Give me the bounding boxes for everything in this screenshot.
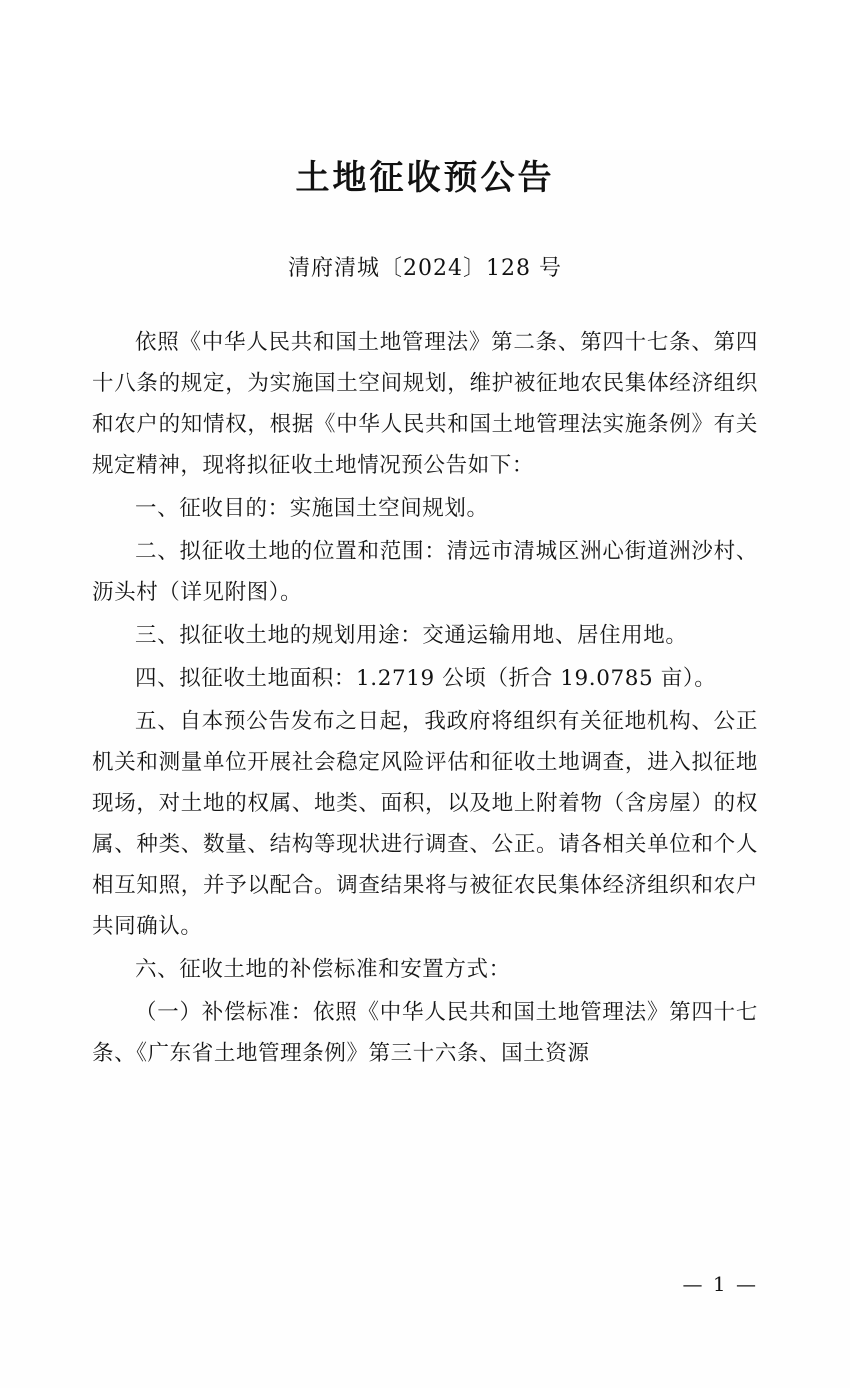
paragraph: 五、自本预公告发布之日起，我政府将组织有关征地机构、公正机关和测量单位开展社会稳定风险评估和征收土地调查，进入拟征地现场，对土地的权属、地类、面积，以及地上附着物（含房屋）的权属、种类、数量、结构等现状进行调查、公正。请各相关单位和个人相互知照，并予以配合。调查结果将与被征农民集体经济组织和农户共同确认。 <box>92 709 758 939</box>
paragraph: 二、拟征收土地的位置和范围：清远市清城区洲心街道洲沙村、沥头村（详见附图）。 <box>92 539 758 605</box>
paragraph: 一、征收目的：实施国土空间规划。 <box>135 496 489 521</box>
page-number: — 1 — <box>682 1272 758 1296</box>
paragraph: 三、拟征收土地的规划用途：交通运输用地、居住用地。 <box>135 623 688 648</box>
paragraph: 依照《中华人民共和国土地管理法》第二条、第四十七条、第四十八条的规定，为实施国土空间规划，维护被征地农民集体经济组织和农户的知情权，根据《中华人民共和国土地管理法实施条例》有关规定精神，现将拟征收土地情况预公告如下： <box>92 330 758 478</box>
document-page <box>0 150 850 1388</box>
page-title: 土地征收预公告 <box>295 158 555 198</box>
paragraph: 四、拟征收土地面积：1.2719 公顷（折合 19.0785 亩）。 <box>135 666 717 691</box>
paragraph: 六、征收土地的补偿标准和安置方式： <box>135 957 511 982</box>
document-number: 清府清城〔2024〕128 号 <box>288 256 562 281</box>
document-body <box>92 322 758 1074</box>
paragraph: （一）补偿标准：依照《中华人民共和国土地管理法》第四十七条、《广东省土地管理条例》第三十六条、国土资源 <box>92 1000 758 1066</box>
